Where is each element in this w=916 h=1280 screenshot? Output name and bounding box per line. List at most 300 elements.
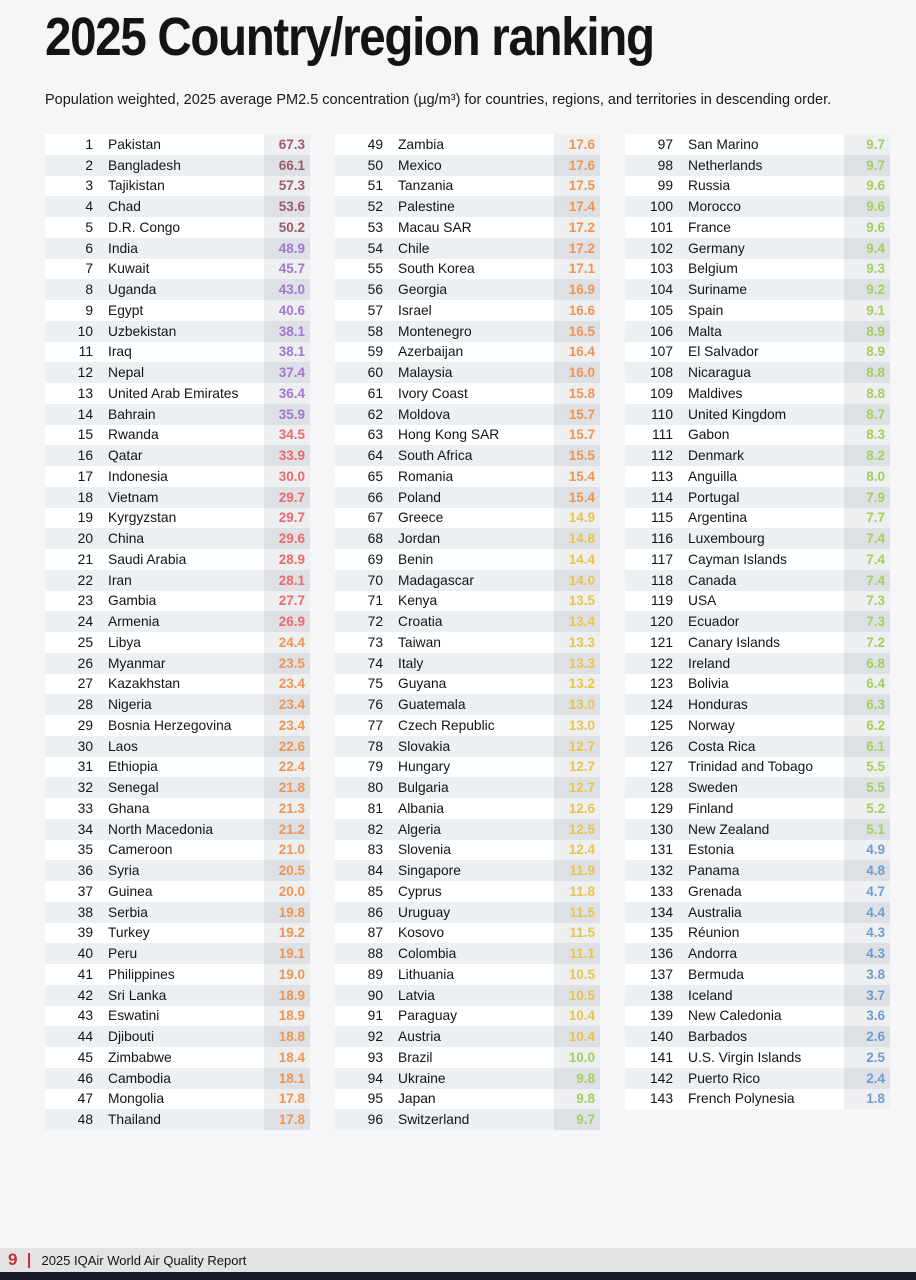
country-name: Zambia [398, 136, 445, 152]
ranking-row [625, 1026, 890, 1047]
rank-number: 93 [367, 1049, 383, 1065]
country-name: Egypt [108, 302, 144, 318]
rank-number: 106 [649, 323, 673, 339]
rank-number: 138 [649, 987, 673, 1003]
rank-number: 99 [657, 178, 673, 194]
country-name: Laos [108, 738, 138, 754]
rank-number: 78 [367, 738, 383, 754]
country-name: Ireland [688, 655, 731, 671]
rank-number: 76 [367, 697, 383, 713]
pm25-value: 33.9 [264, 445, 310, 466]
rank-number: 14 [77, 406, 93, 422]
country-name: Bosnia Herzegovina [108, 717, 232, 733]
pm25-value: 2.6 [844, 1026, 890, 1047]
ranking-row [335, 611, 600, 632]
ranking-row [625, 404, 890, 425]
ranking-row [625, 196, 890, 217]
pm25-value: 57.3 [264, 176, 310, 197]
ranking-row [45, 528, 310, 549]
pm25-value: 14.9 [554, 508, 600, 529]
country-name: Djibouti [108, 1029, 155, 1045]
pm25-value: 5.5 [844, 777, 890, 798]
country-name: Israel [398, 302, 432, 318]
ranking-row [45, 777, 310, 798]
rank-number: 51 [367, 178, 383, 194]
rank-number: 107 [649, 344, 673, 360]
country-name: Canada [688, 572, 737, 588]
pm25-value: 43.0 [264, 279, 310, 300]
ranking-row [625, 694, 890, 715]
rank-number: 6 [85, 240, 93, 256]
rank-number: 66 [367, 489, 383, 505]
rank-number: 3 [85, 178, 93, 194]
rank-number: 104 [649, 282, 673, 298]
rank-number: 83 [367, 842, 383, 858]
country-name: Hong Kong SAR [398, 427, 500, 443]
country-name: Brazil [398, 1049, 433, 1065]
pm25-value: 16.9 [554, 279, 600, 300]
pm25-value: 16.6 [554, 300, 600, 321]
ranking-row [335, 632, 600, 653]
pm25-value: 7.3 [844, 591, 890, 612]
rank-number: 114 [651, 489, 673, 505]
pm25-value: 24.4 [264, 632, 310, 653]
rank-number: 54 [367, 240, 383, 256]
rank-number: 27 [77, 676, 93, 692]
country-name: Kenya [398, 593, 438, 609]
ranking-row [625, 425, 890, 446]
pm25-value: 48.9 [264, 238, 310, 259]
rank-number: 137 [649, 966, 673, 982]
country-name: India [108, 240, 138, 256]
pm25-value: 40.6 [264, 300, 310, 321]
ranking-row [335, 300, 600, 321]
pm25-value: 13.0 [554, 715, 600, 736]
country-name: Suriname [688, 282, 748, 298]
ranking-row [45, 217, 310, 238]
pm25-value: 9.7 [844, 134, 890, 155]
country-name: Georgia [398, 282, 448, 298]
country-name: New Caledonia [688, 1008, 782, 1024]
pm25-value: 18.9 [264, 1006, 310, 1027]
pm25-value: 12.7 [554, 757, 600, 778]
rank-number: 63 [367, 427, 383, 443]
pm25-value: 11.9 [554, 860, 600, 881]
rank-number: 89 [367, 966, 383, 982]
pm25-value: 18.9 [264, 985, 310, 1006]
country-name: Taiwan [398, 634, 441, 650]
rank-number: 127 [649, 759, 673, 775]
rank-number: 96 [367, 1112, 383, 1128]
rank-number: 98 [657, 157, 673, 173]
pm25-value: 23.4 [264, 694, 310, 715]
rank-number: 60 [367, 365, 383, 381]
rank-number: 119 [651, 593, 673, 609]
rank-number: 25 [77, 634, 93, 650]
pm25-value: 18.8 [264, 1026, 310, 1047]
ranking-row [625, 611, 890, 632]
pm25-value: 26.9 [264, 611, 310, 632]
pm25-value: 6.8 [844, 653, 890, 674]
ranking-column [45, 134, 310, 1130]
country-name: Lithuania [398, 966, 455, 982]
country-name: Netherlands [688, 157, 763, 173]
rank-number: 40 [77, 946, 93, 962]
rank-number: 19 [77, 510, 93, 526]
ranking-row [45, 674, 310, 695]
pm25-value: 12.5 [554, 819, 600, 840]
country-name: Ethiopia [108, 759, 158, 775]
ranking-row [625, 757, 890, 778]
rank-number: 97 [657, 136, 673, 152]
pm25-value: 10.5 [554, 985, 600, 1006]
ranking-row [625, 798, 890, 819]
country-name: Czech Republic [398, 717, 495, 733]
ranking-row [45, 1047, 310, 1068]
ranking-row [45, 653, 310, 674]
ranking-row [45, 943, 310, 964]
pm25-value: 5.5 [844, 757, 890, 778]
country-name: Kazakhstan [108, 676, 181, 692]
pm25-value: 12.7 [554, 777, 600, 798]
rank-number: 59 [367, 344, 383, 360]
rank-number: 34 [77, 821, 93, 837]
ranking-row [625, 134, 890, 155]
ranking-row [335, 176, 600, 197]
rank-number: 22 [77, 572, 93, 588]
country-name: Canary Islands [688, 634, 781, 650]
rank-number: 125 [649, 717, 673, 733]
country-name: Chile [398, 240, 430, 256]
country-name: D.R. Congo [108, 219, 181, 235]
pm25-value: 23.4 [264, 674, 310, 695]
rank-number: 68 [367, 531, 383, 547]
ranking-row [45, 196, 310, 217]
page-header [0, 0, 916, 108]
ranking-row [45, 591, 310, 612]
ranking-row [625, 1006, 890, 1027]
pm25-value: 12.7 [554, 736, 600, 757]
ranking-row [45, 819, 310, 840]
rank-number: 45 [77, 1049, 93, 1065]
rank-number: 67 [367, 510, 383, 526]
ranking-row [625, 362, 890, 383]
ranking-row [45, 715, 310, 736]
ranking-row [45, 383, 310, 404]
pm25-value: 9.7 [554, 1109, 600, 1130]
rank-number: 77 [367, 717, 383, 733]
country-name: Russia [688, 178, 731, 194]
rank-number: 41 [77, 966, 93, 982]
country-name: Bahrain [108, 406, 156, 422]
pm25-value: 35.9 [264, 404, 310, 425]
country-name: Slovenia [398, 842, 451, 858]
rank-number: 94 [367, 1070, 383, 1086]
ranking-row [335, 508, 600, 529]
rank-number: 64 [367, 448, 383, 464]
ranking-row [335, 445, 600, 466]
page-footer [0, 1248, 916, 1272]
country-name: Uganda [108, 282, 157, 298]
ranking-row [45, 342, 310, 363]
pm25-value: 19.8 [264, 902, 310, 923]
country-name: Bangladesh [108, 157, 181, 173]
ranking-row [335, 798, 600, 819]
pm25-value: 28.1 [264, 570, 310, 591]
rank-number: 49 [367, 136, 383, 152]
ranking-row [45, 134, 310, 155]
rank-number: 47 [77, 1091, 93, 1107]
ranking-row [335, 819, 600, 840]
pm25-value: 17.2 [554, 217, 600, 238]
country-name: China [108, 531, 145, 547]
pm25-value: 36.4 [264, 383, 310, 404]
rank-number: 73 [367, 634, 383, 650]
pm25-value: 13.5 [554, 591, 600, 612]
rank-number: 12 [77, 365, 93, 381]
pm25-value: 16.5 [554, 321, 600, 342]
ranking-row [625, 1047, 890, 1068]
ranking-row [335, 1109, 600, 1130]
pm25-value: 17.5 [554, 176, 600, 197]
rank-number: 2 [85, 157, 93, 173]
rank-number: 81 [367, 800, 383, 816]
country-name: Philippines [108, 966, 175, 982]
ranking-row [625, 342, 890, 363]
pm25-value: 15.4 [554, 487, 600, 508]
page-subtitle: Population weighted, 2025 average PM2.5 concentration (µg/m³) for countries, regions, and territories in descending order. [45, 92, 832, 108]
rank-number: 24 [77, 614, 93, 630]
country-name: Rwanda [108, 427, 159, 443]
rank-number: 118 [651, 572, 673, 588]
ranking-row [45, 300, 310, 321]
ranking-row [45, 881, 310, 902]
country-name: Bermuda [688, 966, 744, 982]
rank-number: 84 [367, 863, 383, 879]
ranking-row [625, 902, 890, 923]
ranking-row [335, 549, 600, 570]
rank-number: 8 [85, 282, 93, 298]
country-name: Montenegro [398, 323, 472, 339]
ranking-row [45, 362, 310, 383]
ranking-row [625, 777, 890, 798]
country-name: Switzerland [398, 1112, 470, 1128]
pm25-value: 11.8 [554, 881, 600, 902]
ranking-row [625, 860, 890, 881]
pm25-value: 1.8 [844, 1089, 890, 1110]
country-name: Spain [688, 302, 724, 318]
ranking-row [45, 1109, 310, 1130]
ranking-row [335, 362, 600, 383]
pm25-value: 9.6 [844, 196, 890, 217]
rank-number: 38 [77, 904, 93, 920]
country-name: Greece [398, 510, 444, 526]
ranking-row [45, 964, 310, 985]
pm25-value: 21.3 [264, 798, 310, 819]
pm25-value: 17.6 [554, 134, 600, 155]
country-name: Macau SAR [398, 219, 472, 235]
rank-number: 28 [77, 697, 93, 713]
pm25-value: 10.4 [554, 1026, 600, 1047]
country-name: Vietnam [108, 489, 159, 505]
rank-number: 21 [77, 551, 93, 567]
pm25-value: 5.1 [844, 819, 890, 840]
pm25-value: 27.7 [264, 591, 310, 612]
pm25-value: 4.7 [844, 881, 890, 902]
country-name: Sweden [688, 780, 738, 796]
rank-number: 4 [85, 199, 93, 215]
ranking-row [335, 777, 600, 798]
rank-number: 13 [77, 385, 93, 401]
rank-number: 113 [651, 468, 673, 484]
pm25-value: 21.8 [264, 777, 310, 798]
rank-number: 42 [77, 987, 93, 1003]
ranking-row [335, 964, 600, 985]
pm25-value: 7.9 [844, 487, 890, 508]
country-name: Japan [398, 1091, 436, 1107]
country-name: Puerto Rico [688, 1070, 761, 1086]
pm25-value: 17.1 [554, 259, 600, 280]
country-name: Singapore [398, 863, 461, 879]
pm25-value: 15.8 [554, 383, 600, 404]
pm25-value: 16.0 [554, 362, 600, 383]
rank-number: 50 [367, 157, 383, 173]
country-name: Iceland [688, 987, 733, 1003]
pm25-value: 14.4 [554, 549, 600, 570]
ranking-row [335, 1089, 600, 1110]
pm25-value: 20.5 [264, 860, 310, 881]
pm25-value: 7.4 [844, 549, 890, 570]
rank-number: 116 [651, 531, 673, 547]
country-name: Panama [688, 863, 740, 879]
ranking-row [335, 342, 600, 363]
rank-number: 29 [77, 717, 93, 733]
rank-number: 79 [367, 759, 383, 775]
ranking-row [625, 217, 890, 238]
ranking-row [335, 591, 600, 612]
pm25-value: 23.4 [264, 715, 310, 736]
country-name: Cambodia [108, 1070, 171, 1086]
ranking-row [45, 923, 310, 944]
pm25-value: 45.7 [264, 259, 310, 280]
pm25-value: 8.9 [844, 342, 890, 363]
pm25-value: 50.2 [264, 217, 310, 238]
rank-number: 141 [649, 1049, 673, 1065]
ranking-row [625, 1089, 890, 1110]
ranking-row [335, 570, 600, 591]
pm25-value: 38.1 [264, 321, 310, 342]
ranking-row [625, 176, 890, 197]
country-name: Guinea [108, 883, 153, 899]
ranking-row [335, 860, 600, 881]
country-name: Argentina [688, 510, 748, 526]
country-name: Nepal [108, 365, 145, 381]
country-name: Ukraine [398, 1070, 446, 1086]
pm25-value: 21.2 [264, 819, 310, 840]
ranking-row [45, 259, 310, 280]
rank-number: 30 [77, 738, 93, 754]
pm25-value: 9.2 [844, 279, 890, 300]
pm25-value: 8.7 [844, 404, 890, 425]
ranking-row [45, 425, 310, 446]
pm25-value: 11.5 [554, 923, 600, 944]
rank-number: 31 [77, 759, 93, 775]
rank-number: 126 [649, 738, 673, 754]
rank-number: 70 [367, 572, 383, 588]
pm25-value: 13.0 [554, 694, 600, 715]
ranking-row [45, 860, 310, 881]
ranking-row [625, 445, 890, 466]
ranking-row [335, 134, 600, 155]
pm25-value: 67.3 [264, 134, 310, 155]
pm25-value: 8.0 [844, 466, 890, 487]
country-name: Poland [398, 489, 441, 505]
pm25-value: 7.7 [844, 508, 890, 529]
country-name: Barbados [688, 1029, 748, 1045]
country-name: Indonesia [108, 468, 168, 484]
ranking-table [45, 134, 885, 1130]
pm25-value: 15.7 [554, 425, 600, 446]
country-name: Syria [108, 863, 140, 879]
pm25-value: 6.3 [844, 694, 890, 715]
pm25-value: 6.4 [844, 674, 890, 695]
rank-number: 112 [651, 448, 673, 464]
ranking-row [625, 653, 890, 674]
rank-number: 132 [649, 863, 673, 879]
country-name: Benin [398, 551, 434, 567]
rank-number: 117 [651, 551, 673, 567]
rank-number: 17 [77, 468, 93, 484]
rank-number: 95 [367, 1091, 383, 1107]
country-name: San Marino [688, 136, 759, 152]
ranking-row [625, 570, 890, 591]
ranking-row [625, 1068, 890, 1089]
country-name: Kyrgyzstan [108, 510, 177, 526]
pm25-value: 29.7 [264, 487, 310, 508]
pm25-value: 17.2 [554, 238, 600, 259]
country-name: Gambia [108, 593, 157, 609]
footer-divider [28, 1253, 30, 1268]
pm25-value: 5.2 [844, 798, 890, 819]
pm25-value: 2.5 [844, 1047, 890, 1068]
pm25-value: 8.8 [844, 362, 890, 383]
pm25-value: 10.5 [554, 964, 600, 985]
pm25-value: 9.8 [554, 1068, 600, 1089]
pm25-value: 17.6 [554, 155, 600, 176]
rank-number: 105 [649, 302, 673, 318]
ranking-row [335, 694, 600, 715]
rank-number: 143 [649, 1091, 673, 1107]
rank-number: 7 [85, 261, 93, 277]
country-name: El Salvador [688, 344, 759, 360]
rank-number: 52 [367, 199, 383, 215]
ranking-row [335, 1068, 600, 1089]
ranking-row [45, 445, 310, 466]
ranking-row [625, 549, 890, 570]
rank-number: 37 [77, 883, 93, 899]
ranking-row [625, 466, 890, 487]
country-name: Germany [688, 240, 745, 256]
country-name: Cayman Islands [688, 551, 787, 567]
country-name: Zimbabwe [108, 1049, 172, 1065]
rank-number: 5 [85, 219, 93, 235]
country-name: Kosovo [398, 925, 445, 941]
country-name: Palestine [398, 199, 455, 215]
ranking-row [625, 300, 890, 321]
pm25-value: 8.3 [844, 425, 890, 446]
country-name: Luxembourg [688, 531, 765, 547]
country-name: Australia [688, 904, 742, 920]
